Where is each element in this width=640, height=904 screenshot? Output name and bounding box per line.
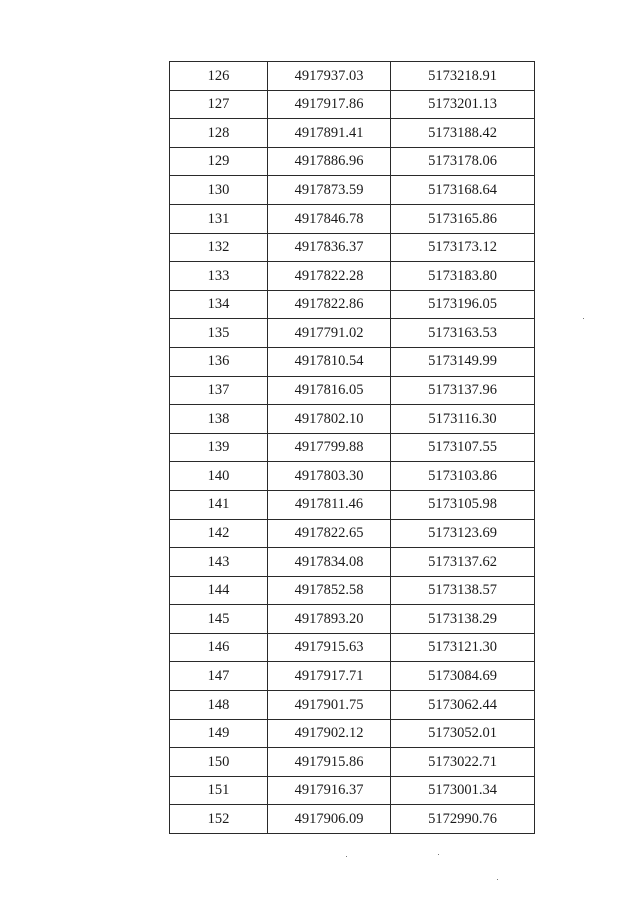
point-number-cell: 137: [170, 376, 268, 405]
scan-speck: [583, 318, 584, 319]
y-coordinate-cell: 5173107.55: [391, 433, 535, 462]
table-row: [170, 519, 535, 548]
x-coordinate-cell: 4917852.58: [268, 576, 391, 605]
point-number-cell: 126: [170, 62, 268, 91]
table-row: [170, 62, 535, 91]
table-row: [170, 204, 535, 233]
table-row: [170, 290, 535, 319]
point-number-cell: 140: [170, 462, 268, 491]
point-number-cell: 149: [170, 719, 268, 748]
y-coordinate-cell: 5173183.80: [391, 262, 535, 291]
table-row: [170, 719, 535, 748]
point-number-cell: 144: [170, 576, 268, 605]
coordinates-table: [169, 61, 535, 834]
x-coordinate-cell: 4917902.12: [268, 719, 391, 748]
table-row: [170, 776, 535, 805]
y-coordinate-cell: 5173196.05: [391, 290, 535, 319]
point-number-cell: 129: [170, 147, 268, 176]
table-row: [170, 347, 535, 376]
y-coordinate-cell: 5173218.91: [391, 62, 535, 91]
x-coordinate-cell: 4917810.54: [268, 347, 391, 376]
point-number-cell: 135: [170, 319, 268, 348]
x-coordinate-cell: 4917893.20: [268, 605, 391, 634]
table-row: [170, 119, 535, 148]
y-coordinate-cell: 5173201.13: [391, 90, 535, 119]
point-number-cell: 146: [170, 633, 268, 662]
point-number-cell: 139: [170, 433, 268, 462]
x-coordinate-cell: 4917915.86: [268, 748, 391, 777]
point-number-cell: 136: [170, 347, 268, 376]
point-number-cell: 151: [170, 776, 268, 805]
y-coordinate-cell: 5173137.62: [391, 548, 535, 577]
point-number-cell: 128: [170, 119, 268, 148]
y-coordinate-cell: 5173105.98: [391, 490, 535, 519]
point-number-cell: 127: [170, 90, 268, 119]
y-coordinate-cell: 5173178.06: [391, 147, 535, 176]
y-coordinate-cell: 5173121.30: [391, 633, 535, 662]
table-row: [170, 433, 535, 462]
point-number-cell: 132: [170, 233, 268, 262]
table-row: [170, 805, 535, 834]
y-coordinate-cell: 5173116.30: [391, 405, 535, 434]
y-coordinate-cell: 5173149.99: [391, 347, 535, 376]
x-coordinate-cell: 4917901.75: [268, 691, 391, 720]
x-coordinate-cell: 4917803.30: [268, 462, 391, 491]
table-row: [170, 405, 535, 434]
table-row: [170, 462, 535, 491]
point-number-cell: 145: [170, 605, 268, 634]
scan-speck: [497, 879, 498, 880]
y-coordinate-cell: 5173137.96: [391, 376, 535, 405]
table-row: [170, 147, 535, 176]
table-row: [170, 176, 535, 205]
table-row: [170, 319, 535, 348]
x-coordinate-cell: 4917816.05: [268, 376, 391, 405]
y-coordinate-cell: 5173168.64: [391, 176, 535, 205]
x-coordinate-cell: 4917873.59: [268, 176, 391, 205]
y-coordinate-cell: 5173138.29: [391, 605, 535, 634]
y-coordinate-cell: 5173173.12: [391, 233, 535, 262]
table-row: [170, 748, 535, 777]
point-number-cell: 130: [170, 176, 268, 205]
table-row: [170, 233, 535, 262]
x-coordinate-cell: 4917917.71: [268, 662, 391, 691]
point-number-cell: 152: [170, 805, 268, 834]
table-row: [170, 633, 535, 662]
coordinates-table-body: [170, 62, 535, 834]
x-coordinate-cell: 4917846.78: [268, 204, 391, 233]
point-number-cell: 133: [170, 262, 268, 291]
point-number-cell: 148: [170, 691, 268, 720]
y-coordinate-cell: 5173188.42: [391, 119, 535, 148]
x-coordinate-cell: 4917822.28: [268, 262, 391, 291]
point-number-cell: 142: [170, 519, 268, 548]
table-row: [170, 376, 535, 405]
x-coordinate-cell: 4917822.86: [268, 290, 391, 319]
scan-speck: [346, 856, 347, 857]
table-row: [170, 691, 535, 720]
y-coordinate-cell: 5173001.34: [391, 776, 535, 805]
x-coordinate-cell: 4917906.09: [268, 805, 391, 834]
x-coordinate-cell: 4917791.02: [268, 319, 391, 348]
y-coordinate-cell: 5173084.69: [391, 662, 535, 691]
x-coordinate-cell: 4917886.96: [268, 147, 391, 176]
table-row: [170, 576, 535, 605]
x-coordinate-cell: 4917799.88: [268, 433, 391, 462]
x-coordinate-cell: 4917836.37: [268, 233, 391, 262]
y-coordinate-cell: 5173022.71: [391, 748, 535, 777]
x-coordinate-cell: 4917834.08: [268, 548, 391, 577]
y-coordinate-cell: 5173103.86: [391, 462, 535, 491]
x-coordinate-cell: 4917915.63: [268, 633, 391, 662]
point-number-cell: 131: [170, 204, 268, 233]
y-coordinate-cell: 5173052.01: [391, 719, 535, 748]
x-coordinate-cell: 4917916.37: [268, 776, 391, 805]
y-coordinate-cell: 5173062.44: [391, 691, 535, 720]
point-number-cell: 143: [170, 548, 268, 577]
x-coordinate-cell: 4917937.03: [268, 62, 391, 91]
table-row: [170, 548, 535, 577]
table-row: [170, 662, 535, 691]
point-number-cell: 150: [170, 748, 268, 777]
point-number-cell: 141: [170, 490, 268, 519]
table-row: [170, 262, 535, 291]
x-coordinate-cell: 4917802.10: [268, 405, 391, 434]
y-coordinate-cell: 5173163.53: [391, 319, 535, 348]
table-row: [170, 605, 535, 634]
scan-speck: [438, 854, 439, 855]
y-coordinate-cell: 5173138.57: [391, 576, 535, 605]
x-coordinate-cell: 4917811.46: [268, 490, 391, 519]
y-coordinate-cell: 5172990.76: [391, 805, 535, 834]
x-coordinate-cell: 4917822.65: [268, 519, 391, 548]
table-row: [170, 90, 535, 119]
table-row: [170, 490, 535, 519]
y-coordinate-cell: 5173123.69: [391, 519, 535, 548]
point-number-cell: 138: [170, 405, 268, 434]
x-coordinate-cell: 4917917.86: [268, 90, 391, 119]
point-number-cell: 134: [170, 290, 268, 319]
y-coordinate-cell: 5173165.86: [391, 204, 535, 233]
x-coordinate-cell: 4917891.41: [268, 119, 391, 148]
point-number-cell: 147: [170, 662, 268, 691]
